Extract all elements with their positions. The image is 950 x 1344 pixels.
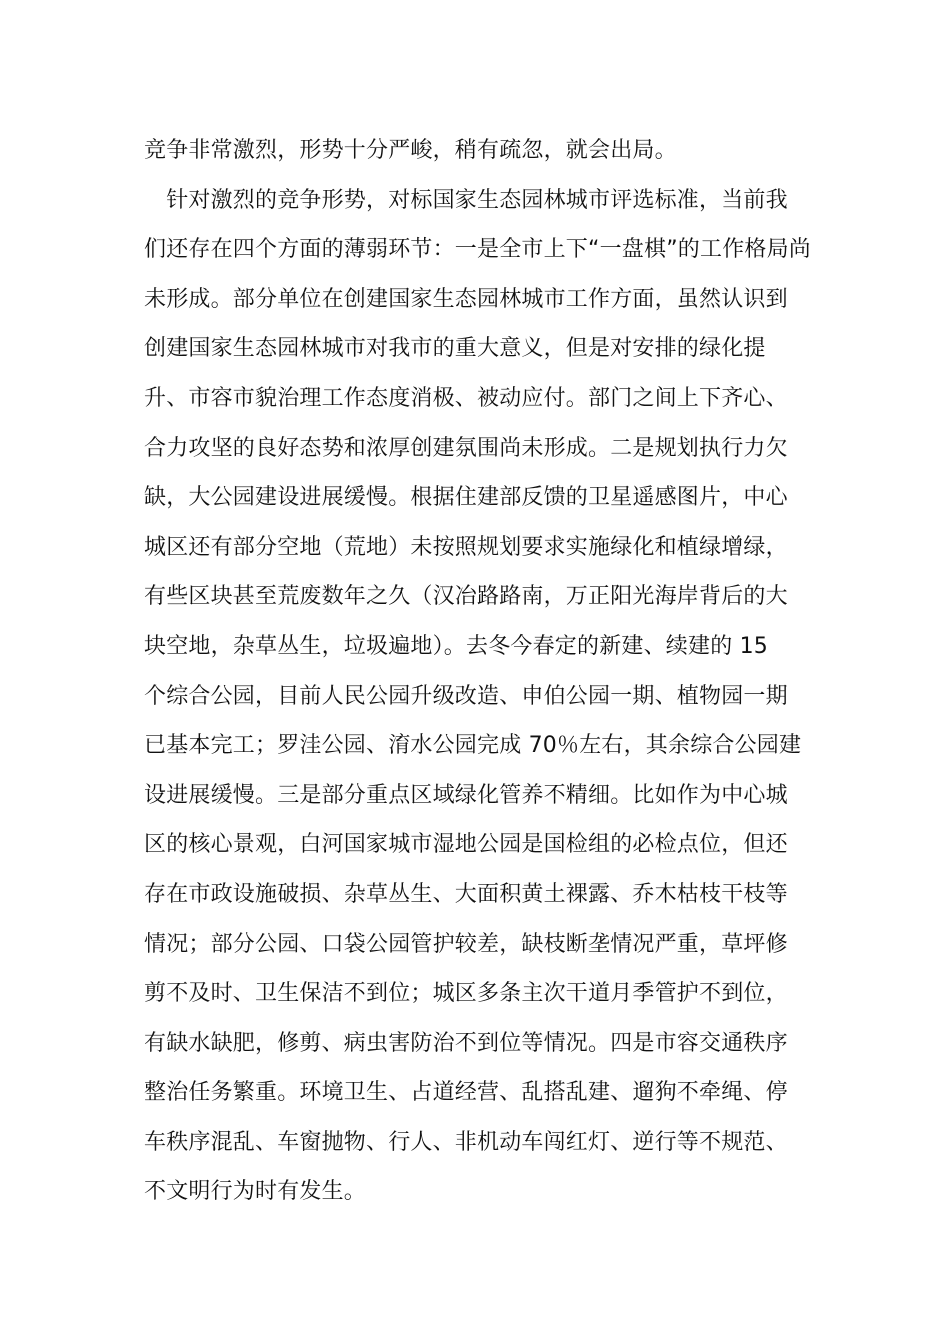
- text-line: 存在市政设施破损、杂草丛生、大面积黄土裸露、乔木枯枝干枝等: [144, 881, 788, 907]
- text-line: 不文明行为时有发生。: [144, 1179, 367, 1205]
- text-line: 已基本完工；罗洼公园、淯水公园完成 70％左右，其余综合公园建: [144, 733, 802, 759]
- body-text: [144, 126, 811, 1217]
- text-line: 有些区块甚至荒废数年之久（汉冶路路南，万正阳光海岸背后的大: [144, 584, 788, 610]
- text-line: 创建国家生态园林城市对我市的重大意义，但是对安排的绿化提: [144, 336, 766, 362]
- text-line: 针对激烈的竞争形势，对标国家生态园林城市评选标准，当前我: [144, 187, 788, 213]
- text-line: 车秩序混乱、车窗抛物、行人、非机动车闯红灯、逆行等不规范、: [144, 1129, 788, 1155]
- text-line: 升、市容市貌治理工作态度消极、被动应付。部门之间上下齐心、: [144, 385, 788, 411]
- text-line: 未形成。部分单位在创建国家生态园林城市工作方面，虽然认识到: [144, 286, 788, 312]
- text-line: 缺，大公园建设进展缓慢。根据住建部反馈的卫星遥感图片，中心: [144, 485, 788, 511]
- text-line: 情况；部分公园、口袋公园管护较差，缺枝断垄情况严重，草坪修: [144, 931, 788, 957]
- text-line: 块空地，杂草丛生，垃圾遍地）。去冬今春定的新建、续建的 15: [144, 633, 768, 659]
- text-line: 们还存在四个方面的薄弱环节：一是全市上下“一盘棋”的工作格局尚: [144, 237, 811, 263]
- text-line: 剪不及时、卫生保洁不到位；城区多条主次干道月季管护不到位，: [144, 981, 788, 1007]
- text-line: 城区还有部分空地（荒地）未按照规划要求实施绿化和植绿增绿，: [144, 534, 788, 560]
- text-line: 个综合公园，目前人民公园升级改造、申伯公园一期、植物园一期: [144, 683, 788, 709]
- text-line: 合力攻坚的良好态势和浓厚创建氛围尚未形成。二是规划执行力欠: [144, 435, 788, 461]
- text-line: 有缺水缺肥，修剪、病虫害防治不到位等情况。四是市容交通秩序: [144, 1030, 788, 1056]
- text-line: 竞争非常激烈，形势十分严峻，稍有疏忽，就会出局。: [144, 138, 677, 163]
- text-line: 设进展缓慢。三是部分重点区域绿化管养不精细。比如作为中心城: [144, 782, 788, 808]
- text-line: 整治任务繁重。环境卫生、占道经营、乱搭乱建、遛狗不牵绳、停: [144, 1080, 788, 1106]
- text-line: 区的核心景观，白河国家城市湿地公园是国检组的必检点位，但还: [144, 832, 788, 858]
